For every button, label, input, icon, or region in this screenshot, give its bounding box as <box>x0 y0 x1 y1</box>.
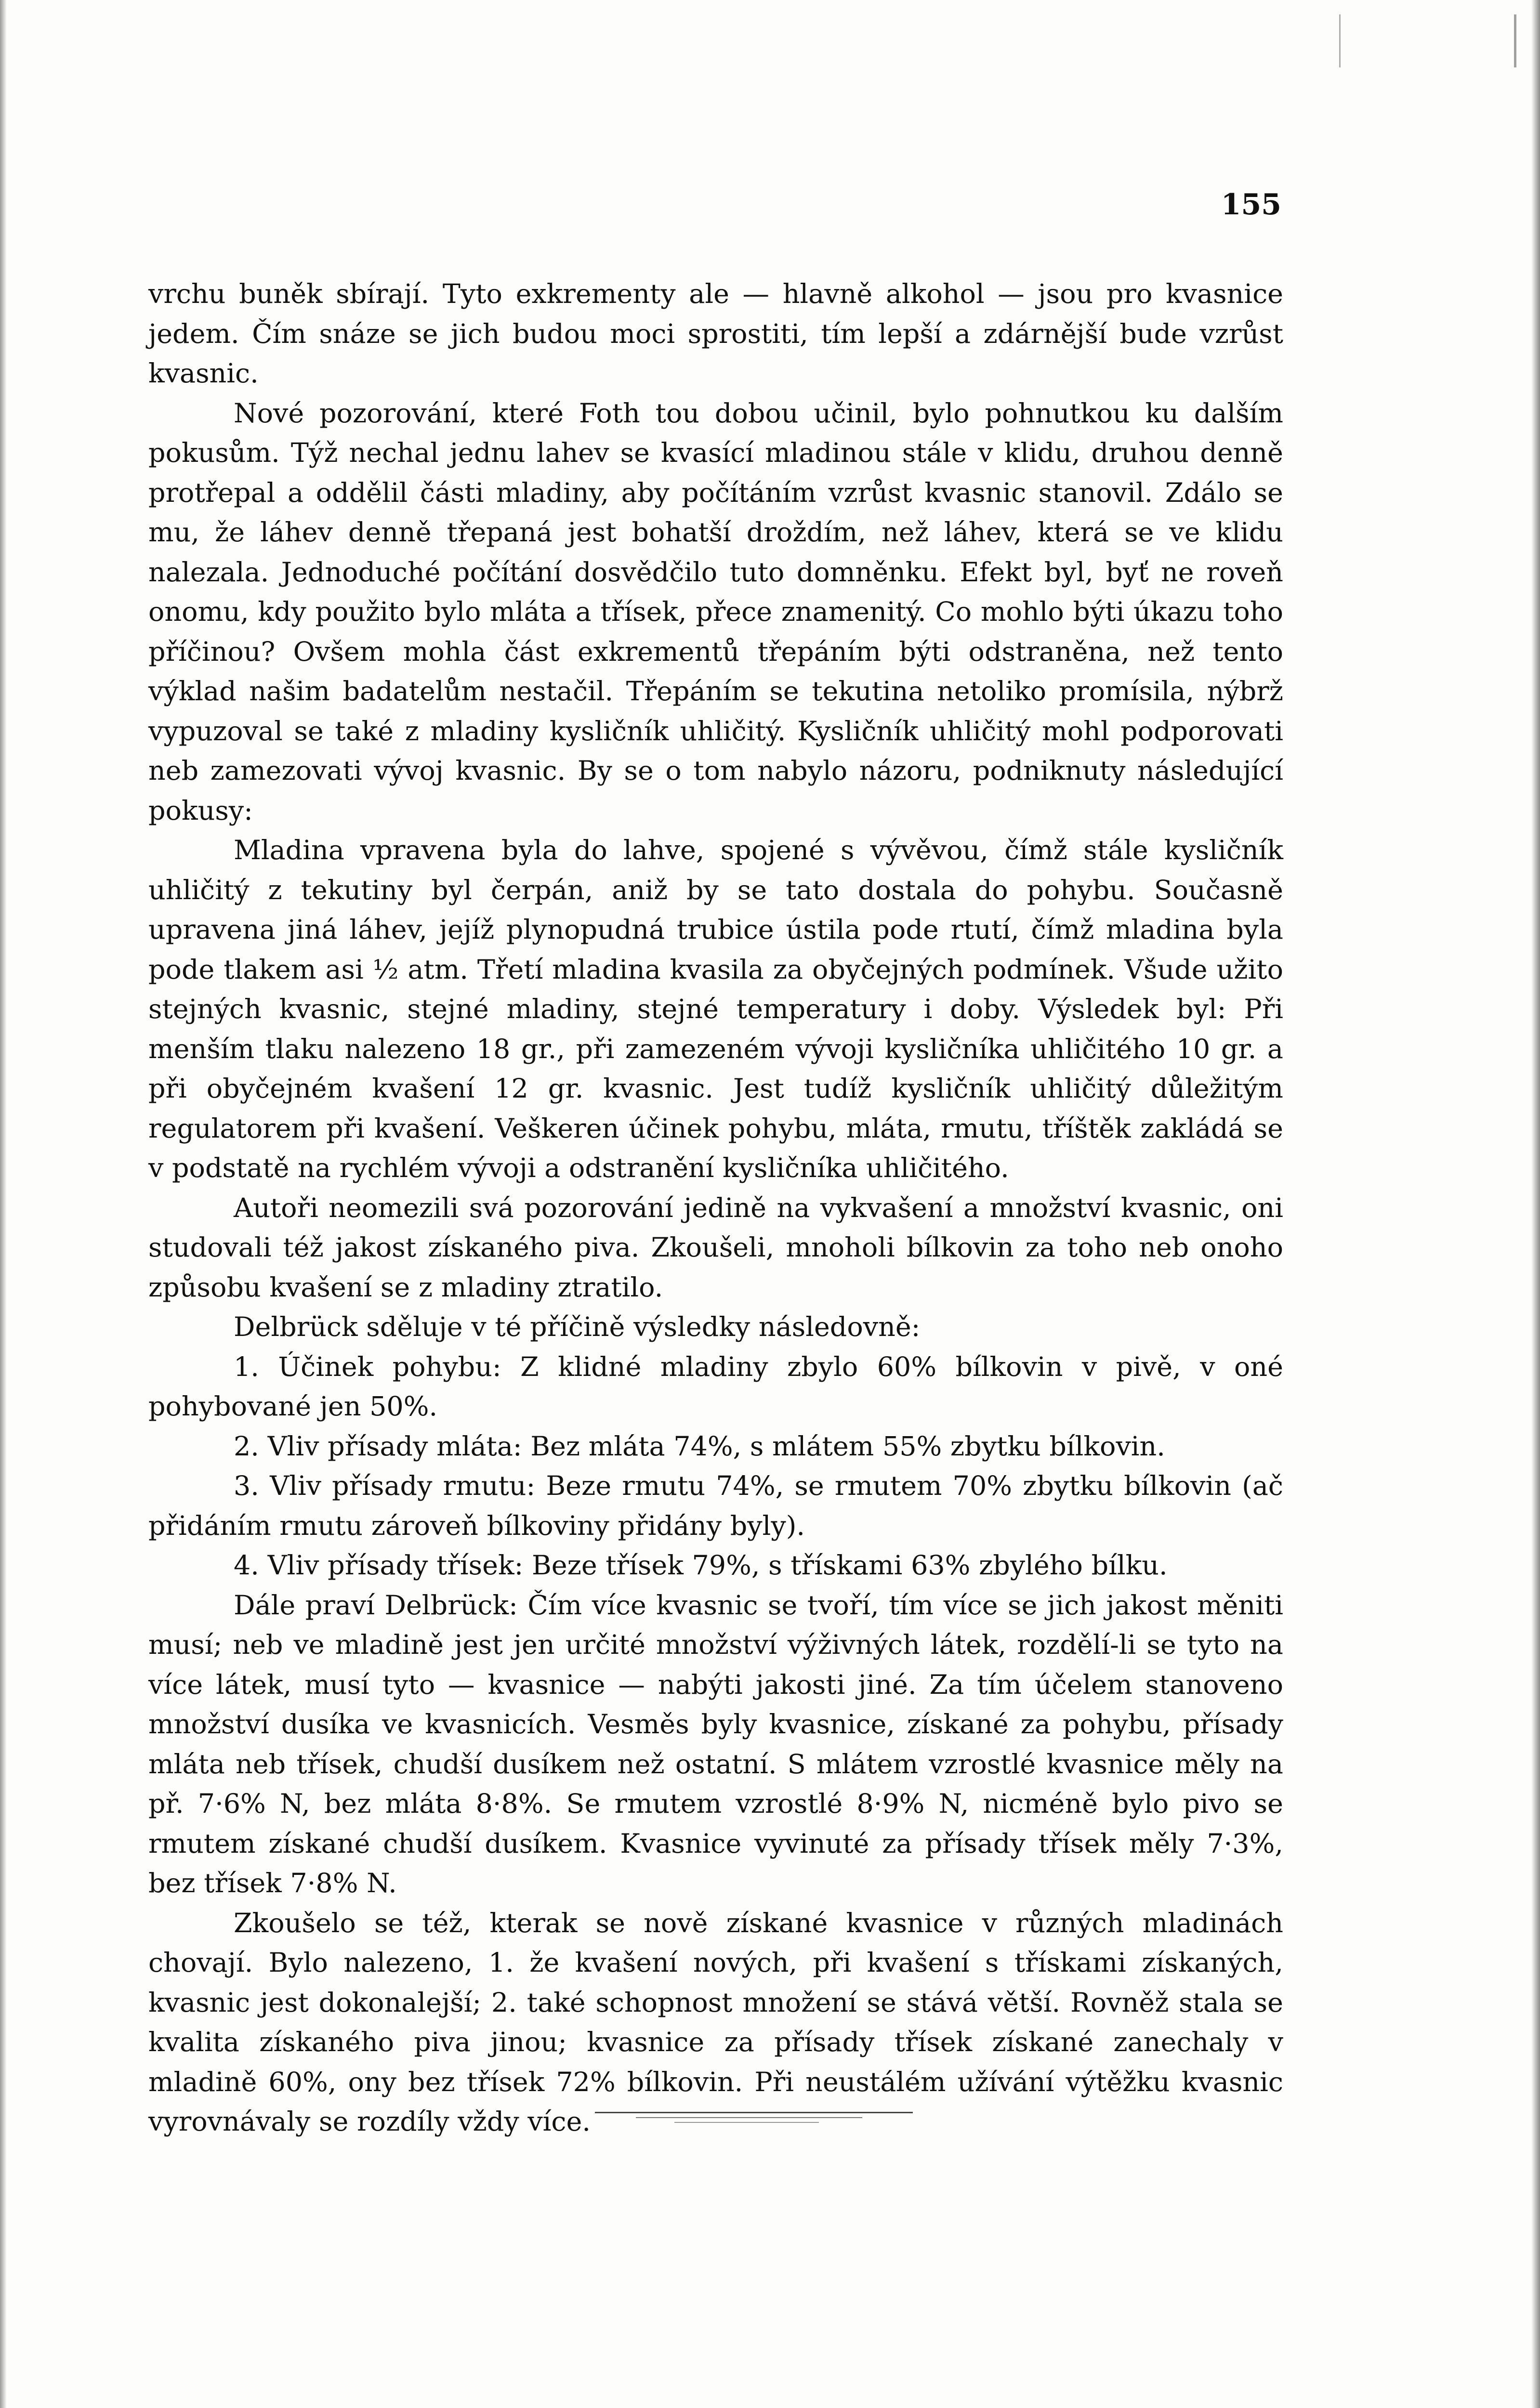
section-divider <box>595 2112 913 2113</box>
scan-edge-left <box>0 0 7 2408</box>
list-item: 3. Vliv přísady rmutu: Beze rmutu 74%, se rmutem 70% zbytku bílkovin (ač přidáním rmutu zároveň bílkoviny přidány byly). <box>148 1470 1283 1542</box>
body-text <box>148 275 1283 2142</box>
page-number: 155 <box>1221 188 1281 222</box>
scan-artifact <box>1339 14 1516 67</box>
list-item: 4. Vliv přísady třísek: Beze třísek 79%, s třískami 63% zbylého bílku. <box>234 1550 1168 1581</box>
section-divider <box>636 2117 862 2118</box>
paragraph: Zkoušelo se též, kterak se nově získané kvasnice v různých mladinách chovají. Bylo nalezeno, 1. že kvašení nových, při kvašení s třískami získaných, kvasnic jest dokonalejší; 2. také schopnost množení se stává větší. Rovněž stala se kvalita získaného piva jinou; kvasnice za přísady třísek získané zanechaly v mladině 60%, ony bez třísek 72% bílkovin. Při neustálém užívání výtěžku kvasnic vyrovnávaly se rozdíly vždy více. <box>148 1907 1283 2137</box>
paragraph: Autoři neomezili svá pozorování jedině na vykvašení a množství kvasnic, oni studovali též jakost získaného piva. Zkoušeli, mnoholi bílkovin za toho neb onoho způsobu kvašení se z mladiny ztratilo. <box>148 1192 1283 1303</box>
scan-edge-right <box>1531 0 1540 2408</box>
paragraph: Nové pozorování, které Foth tou dobou učinil, bylo pohnutkou ku dalším pokusům. Týž nechal jednu lahev se kvasící mladinou stále v klidu, druhou denně protřepal a oddělil části mladiny, aby počítáním vzrůst kvasnic stanovil. Zdálo se mu, že láhev denně třepaná jest bohatší droždím, než láhev, která se ve klidu nalezala. Jednoduché počítání dosvědčilo tuto domněnku. Efekt byl, byť ne roveň onomu, kdy použito bylo mláta a třísek, přece znamenitý. Co mohlo býti úkazu toho příčinou? Ovšem mohla část exkrementů třepáním býti odstraněna, než tento výklad našim badatelům nestačil. Třepáním se tekutina netoliko promísila, nýbrž vypuzoval se také z mladiny kysličník uhličitý. Kysličník uhličitý mohl podporovati neb zamezovati vývoj kvasnic. By se o tom nabylo názoru, podniknuty následující pokusy: <box>148 397 1283 826</box>
list-item: 1. Účinek pohybu: Z klidné mladiny zbylo 60% bílkovin v pivě, v oné pohybované jen 50%. <box>148 1351 1283 1422</box>
paragraph: Mladina vpravena byla do lahve, spojené s vývěvou, čímž stále kysličník uhličitý z tekutiny byl čerpán, aniž by se tato dostala do pohybu. Současně upravena jiná láhev, jejíž plynopudná trubice ústila pode rtutí, čímž mladina byla pode tlakem asi ½ atm. Třetí mladina kvasila za obyčejných podmínek. Všude užito stejných kvasnic, stejné mladiny, stejné temperatury i doby. Výsledek byl: Při menším tlaku nalezeno 18 gr., při zamezeném vývoji kysličníka uhličitého 10 gr. a při obyčejném kvašení 12 gr. kvasnic. Jest tudíž kysličník uhličitý důležitým regulatorem při kvašení. Veškeren účinek pohybu, mláta, rmutu, tříštěk zakládá se v podstatě na rychlém vývoji a odstranění kysličníka uhličitého. <box>148 835 1283 1184</box>
section-divider <box>674 2122 819 2123</box>
paragraph: vrchu buněk sbírají. Tyto exkrementy ale — hlavně alkohol — jsou pro kvasnice jedem. Čím snáze se jich budou moci sprostiti, tím lepší a zdárnější bude vzrůst kvasnic. <box>148 278 1283 389</box>
list-item: 2. Vliv přísady mláta: Bez mláta 74%, s mlátem 55% zbytku bílkovin. <box>234 1430 1165 1462</box>
paragraph: Delbrück sděluje v té příčině výsledky následovně: <box>234 1311 921 1343</box>
paragraph: Dále praví Delbrück: Čím více kvasnic se tvoří, tím více se jich jakost měniti musí; neb ve mladině jest jen určité množství výživných látek, rozdělí-li se tyto na více látek, musí tyto — kvasnice — nabýti jakosti jiné. Za tím účelem stanoveno množství dusíka ve kvasnicích. Vesměs byly kvasnice, získané za pohybu, přísady mláta neb třísek, chudší dusíkem než ostatní. S mlátem vzrostlé kvasnice měly na př. 7·6% N, bez mláta 8·8%. Se rmutem vzrostlé 8·9% N, nicméně bylo pivo se rmutem získané chudší dusíkem. Kvasnice vyvinuté za přísady třísek měly 7·3%, bez třísek 7·8% N. <box>148 1589 1283 1899</box>
